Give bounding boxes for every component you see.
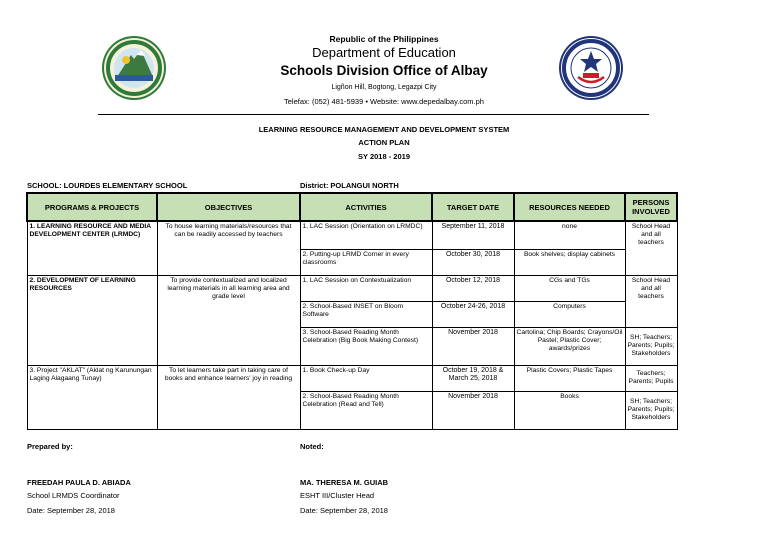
resources-cell: none <box>514 221 625 249</box>
resources-cell: Book shelves; display cabinets <box>514 249 625 275</box>
activity-cell: 3. School-Based Reading Month Celebration (Big Book Making Contest) <box>300 327 432 365</box>
activity-cell: 1. Book Check-up Day <box>300 365 432 391</box>
prepared-by-date: Date: September 28, 2018 <box>27 506 115 515</box>
persons-cell: Teachers; Parents; Pupils <box>625 365 677 391</box>
table-row <box>27 221 677 249</box>
activity-cell: 2. School-Based Reading Month Celebration (Read and Tell) <box>300 391 432 429</box>
target-date-cell: October 19, 2018 & March 25, 2018 <box>432 365 514 391</box>
target-date-cell: October 12, 2018 <box>432 275 514 301</box>
resources-cell: Books <box>514 391 625 429</box>
column-header: TARGET DATE <box>432 193 514 221</box>
program-cell: 3. Project "AKLAT" (Aklat ng Karunungan Laging Alagaang Tunay) <box>27 365 157 429</box>
resources-cell: Plastic Covers; Plastic Tapes <box>514 365 625 391</box>
target-date-cell: November 2018 <box>432 391 514 429</box>
activity-cell: 2. School-Based INSET on Bloom Software <box>300 301 432 327</box>
division-office-name: Schools Division Office of Albay <box>280 63 488 78</box>
activity-cell: 1. LAC Session (Orientation on LRMDC) <box>300 221 432 249</box>
document-title: LEARNING RESOURCE MANAGEMENT AND DEVELOPMENT SYSTEM <box>258 125 510 134</box>
program-cell: 2. DEVELOPMENT OF LEARNING RESOURCES <box>27 275 157 365</box>
target-date-cell: October 24-26, 2018 <box>432 301 514 327</box>
objective-cell: To house learning materials/resources that can be readily accessed by teachers <box>157 221 300 275</box>
school-name: SCHOOL: LOURDES ELEMENTARY SCHOOL <box>27 181 188 190</box>
prepared-by-title: School LRMDS Coordinator <box>27 491 120 500</box>
resources-cell: CGs and TGs <box>514 275 625 301</box>
activity-cell: 2. Putting-up LRMD Corner in every classrooms <box>300 249 432 275</box>
column-header: ACTIVITIES <box>300 193 432 221</box>
objective-cell: To let learners take part in taking care of books and enhance learners' joy in reading <box>157 365 300 429</box>
table-header-row <box>27 193 677 221</box>
resources-cell: Computers <box>514 301 625 327</box>
program-cell: 1. LEARNING RESOURCE AND MEDIA DEVELOPMENT CENTER (LRMDC) <box>27 221 157 275</box>
column-header: OBJECTIVES <box>157 193 300 221</box>
office-address: Ligñon Hill, Bogtong, Legazpi City <box>331 84 437 91</box>
department-name: Department of Education <box>312 45 456 60</box>
prepared-by-label: Prepared by: <box>27 442 73 451</box>
letterhead-divider <box>98 114 649 115</box>
noted-label: Noted: <box>300 442 324 451</box>
document-subtitle: ACTION PLAN <box>358 138 410 147</box>
noted-by-name: MA. THERESA M. GUIAB <box>300 478 389 487</box>
school-year: SY 2018 - 2019 <box>358 152 410 161</box>
district-name: District: POLANGUI NORTH <box>300 181 399 190</box>
persons-cell: SH; Teachers; Parents; Pupils; Stakeholders <box>625 327 677 365</box>
column-header: RESOURCES NEEDED <box>514 193 625 221</box>
activity-cell: 1. LAC Session on Contextualization <box>300 275 432 301</box>
office-contact: Telefax: (052) 481-5939 • Website: www.depedalbay.com.ph <box>284 97 484 106</box>
objective-cell: To provide contextualized and localized learning materials in all learning area and grade level <box>157 275 300 365</box>
persons-cell: School Head and all teachers <box>625 275 677 327</box>
noted-by-date: Date: September 28, 2018 <box>300 506 388 515</box>
persons-cell: SH; Teachers; Parents; Pupils; Stakeholders <box>625 391 677 429</box>
target-date-cell: November 2018 <box>432 327 514 365</box>
column-header: PERSONS INVOLVED <box>625 193 677 221</box>
action-plan-table <box>26 192 678 430</box>
target-date-cell: October 30, 2018 <box>432 249 514 275</box>
republic-line: Republic of the Philippines <box>329 34 439 44</box>
noted-by-title: ESHT III/Cluster Head <box>300 491 375 500</box>
target-date-cell: September 11, 2018 <box>432 221 514 249</box>
persons-cell: School Head and all teachers <box>625 221 677 275</box>
table-row <box>27 275 677 301</box>
resources-cell: Cartolina; Chip Boards; Crayons/Oil Pastel; Plastic Cover; awards/prizes <box>514 327 625 365</box>
prepared-by-name: FREEDAH PAULA D. ABIADA <box>27 478 131 487</box>
table-row <box>27 365 677 391</box>
column-header: PROGRAMS & PROJECTS <box>27 193 157 221</box>
